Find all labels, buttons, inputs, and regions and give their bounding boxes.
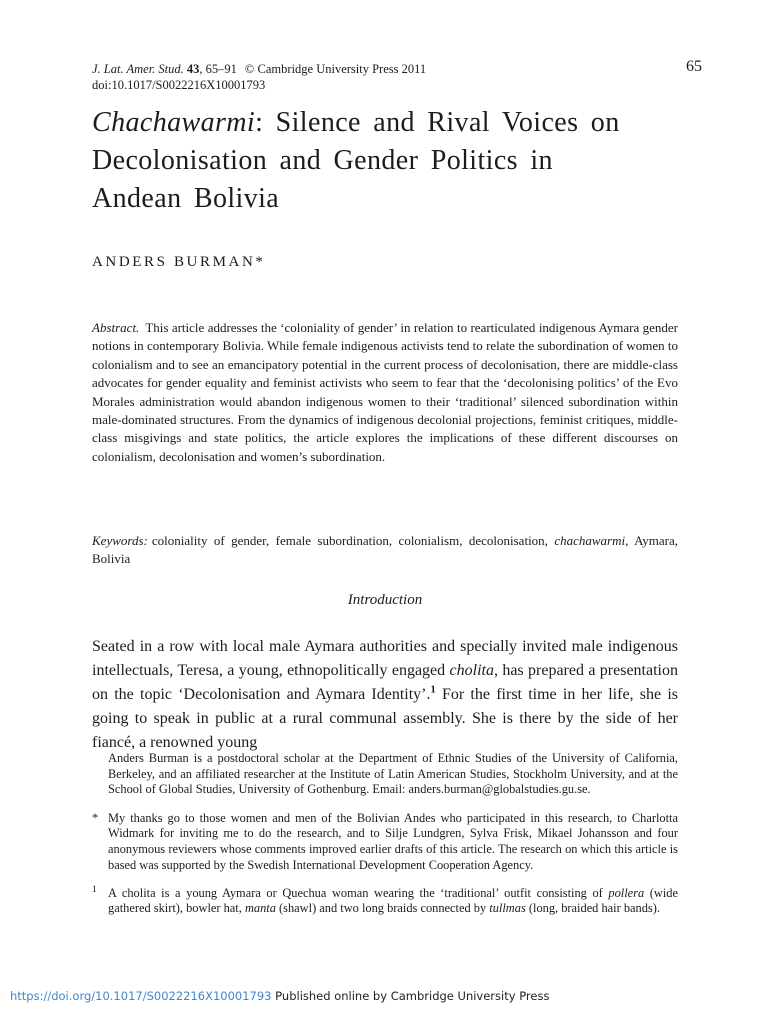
footnote-1-text-1: A cholita is a young Aymara or Quechua woman wearing the ‘traditional’ outfit consisting of bbox=[108, 885, 609, 900]
journal-reference-line bbox=[92, 62, 592, 77]
abstract-label: Abstract. bbox=[92, 320, 140, 335]
journal-header bbox=[92, 62, 592, 93]
intro-text-1: Seated in a row with local male Aymara authorities and specially invited male indigenous intellectuals, Teresa, a young, ethnopolitically engaged bbox=[92, 638, 678, 679]
title-line-1 bbox=[92, 104, 732, 142]
introduction-paragraph bbox=[92, 635, 678, 755]
footnote-1 bbox=[92, 886, 678, 917]
article-title bbox=[92, 104, 732, 218]
footnote-star-text: My thanks go to those women and men of the Bolivian Andes who participated in this research, to Charlotta Widmark for inviting me to do the research, and to Silje Lundgren, Sylva Frisk, Mikael Johansson and four anonymous reviewers whose comments improved earlier drafts of this article. The research on which this article is based was supported by the Swedish International Development Cooperation Agency. bbox=[108, 810, 678, 872]
footnote-star bbox=[92, 811, 678, 873]
section-heading-introduction: Introduction bbox=[347, 592, 423, 608]
title-italic-term: Chachawarmi bbox=[92, 107, 256, 138]
keywords-part1: coloniality of gender, female subordination, colonialism, decolonisation, bbox=[151, 533, 555, 548]
footnote-1-text-3: (shawl) and two long braids connected by bbox=[275, 901, 490, 916]
doi-link[interactable]: https://doi.org/10.1017/S0022216X10001793 bbox=[10, 989, 272, 1003]
abstract-paragraph bbox=[92, 319, 678, 466]
footnote-1-italic-pollera: pollera bbox=[608, 885, 645, 900]
publisher-footer bbox=[10, 989, 549, 1003]
published-online-text: Published online by Cambridge University Press bbox=[275, 989, 550, 1003]
page-number: 65 bbox=[686, 58, 702, 75]
doi-line: doi:10.1017/S0022216X10001793 bbox=[92, 78, 266, 92]
title-line-2: Decolonisation and Gender Politics in bbox=[92, 145, 553, 176]
journal-volume: 43 bbox=[186, 62, 200, 76]
footnote-reference-1: 1 bbox=[430, 684, 436, 696]
title-line-3: Andean Bolivia bbox=[92, 183, 280, 214]
intro-text-2: , has prepared a presentation on the topic ‘Decolonisation and Aymara Identity’. bbox=[92, 662, 678, 703]
abstract-body: This article addresses the ‘coloniality of gender’ in relation to rearticulated indigenous Aymara gender notions in contemporary Bolivia. While female indigenous activists tend to relate the subordination of women to colonialism and to see an emancipatory potential in the current process of decolonisation, there are middle-class advocates for gender equality and feminist activists who seem to fear that the ‘decolonising politics’ of the Evo Morales administration would abandon indigenous women to their ‘traditional’ silenced subordination within male-dominated structures. From the dynamics of indigenous decolonial projections, feminist critiques, middle-class misgivings and state politics, the article explores the implications of these different discourses on colonialism, decolonisation and women’s subordination. bbox=[92, 320, 678, 464]
footnote-star-marker: * bbox=[92, 810, 99, 825]
footnote-1-marker: 1 bbox=[92, 884, 97, 895]
author-affiliation: Anders Burman is a postdoctoral scholar at the Department of Ethnic Studies of the University of California, Berkeley, and an affiliated researcher at the Institute of Latin American Studies, Stockholm University, and at the School of Global Studies, University of Gothenburg. Email: anders.burman@globalstudies.gu.se. bbox=[108, 751, 678, 797]
keywords-part2: , Aymara, Bolivia bbox=[92, 533, 678, 567]
keywords-label: Keywords: bbox=[92, 533, 148, 548]
title-line-1-rest: : Silence and Rival Voices on bbox=[255, 107, 620, 138]
journal-name: J. Lat. Amer. Stud. bbox=[92, 62, 187, 76]
journal-pages: , 65–91 bbox=[199, 62, 237, 76]
footnotes-block bbox=[92, 751, 678, 929]
intro-text-3: For the first time in her life, she is going to speak in public at a rural communal assembly. She is there by the side of her fiancé, a renowned young bbox=[92, 686, 679, 751]
footnote-1-italic-manta: manta bbox=[244, 901, 276, 916]
copyright-notice: © Cambridge University Press 2011 bbox=[244, 62, 427, 76]
author-name: ANDERS BURMAN* bbox=[92, 254, 266, 270]
keywords-italic-term: chachawarmi bbox=[554, 533, 626, 548]
footnote-1-text-2: (wide gathered skirt), bowler hat, bbox=[108, 885, 679, 916]
intro-italic-cholita: cholita bbox=[449, 662, 494, 679]
keywords-paragraph bbox=[92, 532, 678, 569]
footnote-1-italic-tullmas: tullmas bbox=[489, 901, 526, 916]
footnote-1-text-4: (long, braided hair bands). bbox=[525, 901, 660, 916]
